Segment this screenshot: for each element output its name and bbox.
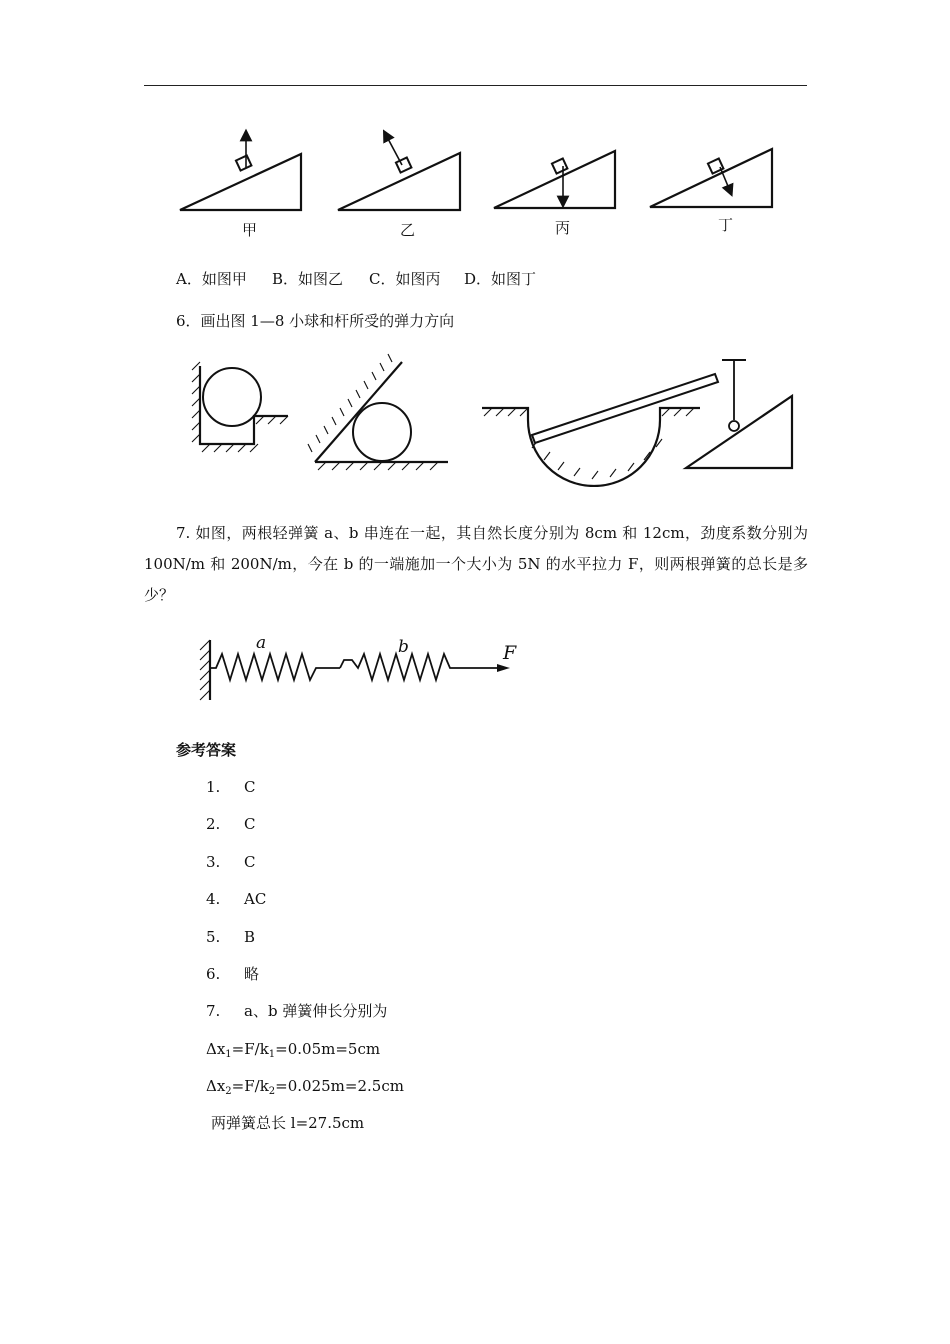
spring-b: [340, 654, 497, 680]
incline-label-yi: 乙: [400, 221, 416, 239]
spring-label-f: F: [503, 642, 517, 664]
answer-text-7: a、b 弹簧伸长分别为: [244, 1002, 388, 1020]
ball-wall-floor: [308, 354, 448, 470]
rod-in-bowl: [482, 374, 718, 486]
q7-line-2: 100N/m 和 200N/m，今在 b 的一端施加一个大小为 5N 的水平拉力 F，则两根弹簧的总长是多: [144, 555, 808, 573]
q5-option-b: B．如图乙: [272, 270, 344, 288]
spring-figure: [192, 630, 532, 705]
spring-a: [210, 654, 340, 680]
q7-line-3: 少？: [144, 586, 175, 604]
answer-text-6: 略: [244, 965, 260, 983]
q7-line-1: 7. 如图，两根轻弹簧 a、b 串连在一起，其自然长度分别为 8cm 和 12cm，劲度系数分别为: [176, 524, 808, 542]
q7-text: [144, 518, 808, 611]
answer-num-4: 4.: [206, 890, 221, 908]
answer-text-2: C: [244, 815, 256, 833]
answer-eq-1: $\Delta x_1=F/k_1=0.05m=5cm$: [206, 1040, 381, 1060]
answer-text-5: B: [244, 928, 256, 946]
incline-label-ding: 丁: [718, 216, 734, 234]
answer-total: 两弹簧总长 l=27.5cm: [211, 1114, 365, 1132]
answer-text-1: C: [244, 778, 256, 796]
q5-option-a: A．如图甲: [176, 270, 247, 288]
incline-jia: [180, 135, 301, 210]
q6-text: 6．画出图 1—8 小球和杆所受的弹力方向: [176, 312, 455, 330]
spring-label-b: b: [398, 637, 409, 657]
answers-title: 参考答案: [176, 741, 237, 759]
header-rule: [144, 85, 807, 86]
answer-num-2: 2.: [206, 815, 221, 833]
incline-yi: [338, 135, 460, 210]
hanging-ball-incline: [686, 360, 792, 468]
incline-label-jia: 甲: [242, 221, 258, 239]
q5-option-c: C．如图丙: [369, 270, 441, 288]
answer-text-3: C: [244, 853, 256, 871]
incline-figure: [170, 125, 790, 245]
answer-num-3: 3.: [206, 853, 221, 871]
answer-num-7: 7.: [206, 1002, 221, 1020]
q5-option-d: D．如图丁: [464, 270, 537, 288]
spring-label-a: a: [256, 633, 267, 653]
answer-text-4: AC: [244, 890, 267, 908]
answer-num-1: 1.: [206, 778, 221, 796]
answer-num-6: 6.: [206, 965, 221, 983]
incline-label-bing: 丙: [555, 219, 571, 237]
incline-ding: [650, 149, 772, 207]
ball-in-box: [192, 362, 288, 452]
answer-eq-2: $\Delta x_2=F/k_2=0.025m=2.5cm$: [206, 1077, 404, 1097]
elastic-force-figure: [190, 352, 810, 487]
incline-bing: [494, 151, 615, 208]
answer-num-5: 5.: [206, 928, 221, 946]
